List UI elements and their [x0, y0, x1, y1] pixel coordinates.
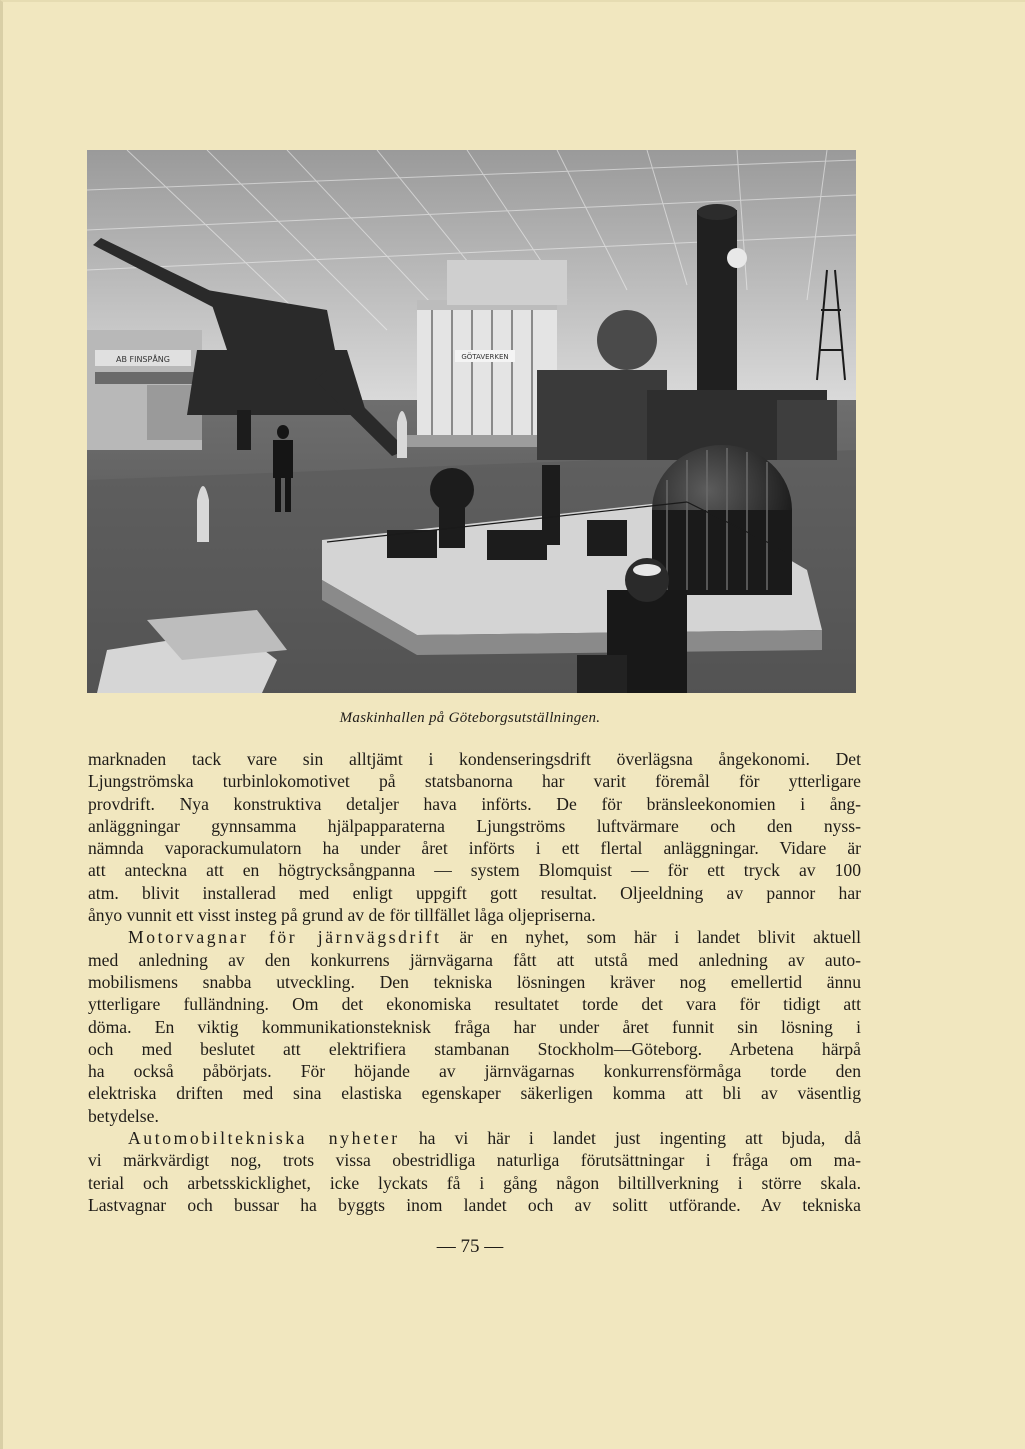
body-line: Lastvagnar och bussar ha byggts inom landet och av solitt utförande. Av tekniska: [88, 1194, 861, 1215]
paragraph-heading-motorvagnar: Motorvagnar för järnvägsdrift: [128, 927, 442, 948]
figure-caption: Maskinhallen på Göteborgsutställningen.: [339, 710, 601, 726]
body-line: betydelse.: [88, 1105, 159, 1126]
paragraph-automobil-first-line: [88, 1127, 861, 1149]
body-line: att anteckna att en högtrycksångpanna — system Blomquist — för ett tryck av 100: [88, 860, 861, 881]
body-text: [88, 748, 861, 1216]
paragraph-heading-automobil: Automobiltekniska nyheter: [128, 1128, 400, 1149]
sign-center: GÖTAVERKEN: [461, 353, 509, 361]
body-line-rest: ha vi här i landet just ingenting att bjuda, då: [399, 1128, 862, 1149]
body-line: ånyo vunnit ett visst insteg på grund av de för tillfället låga oljepriserna.: [88, 905, 596, 926]
body-line: vi märkvärdigt nog, trots vissa obestridliga naturliga förutsättningar i fråga om ma-: [88, 1150, 861, 1171]
body-line: döma. En viktig kommunikationsteknisk fråga har under året funnit sin lösning i: [88, 1016, 861, 1037]
body-line: Ljungströmska turbinlokomotivet på statsbanorna har varit föremål för ytterligare: [88, 771, 861, 792]
body-line: med anledning av den konkurrens järnvägarna fått att utstå med anledning av auto-: [88, 949, 861, 970]
body-line: mobilismens snabba utveckling. Den tekniska lösningen kräver nog emellertid ännu: [88, 971, 861, 992]
body-line: och med beslutet att elektrifiera stambanan Stockholm—Göteborg. Arbetena härpå: [88, 1038, 861, 1059]
body-line: atm. blivit installerad med enligt uppgift gott resultat. Oljeeldning av pannor har: [88, 882, 861, 903]
body-line: provdrift. Nya konstruktiva detaljer hava införts. De för bränsleekonomien i ång-: [88, 793, 861, 814]
body-line: ytterligare fulländning. Om det ekonomiska resultatet torde det vara för tidigt att: [88, 994, 861, 1015]
body-line: elektriska driften med sina elastiska egenskaper säkerligen komma att bli av väsentlig: [88, 1083, 861, 1104]
body-line: marknaden tack vare sin alltjämt i kondenseringsdrift överlägsna ångekonomi. Det: [88, 749, 861, 769]
exhibition-hall-photo: [87, 150, 856, 693]
paragraph-motorvagnar-first-line: [88, 926, 861, 948]
body-line: nämnda vaporackumulatorn ha under året införts i ett flertal anläggningar. Vidare är: [88, 838, 861, 859]
body-line: anläggningar gynnsamma hjälpapparaterna Ljungströms luftvärmare och den nyss-: [88, 815, 861, 836]
body-line: terial och arbetsskicklighet, icke lyckats få i gång någon biltillverkning i större skala.: [88, 1172, 861, 1193]
body-line-rest: är en nyhet, som här i landet blivit aktuell: [441, 927, 861, 948]
page-number: — 75 —: [436, 1236, 504, 1257]
sign-left: AB FINSPÅNG: [115, 355, 171, 364]
body-line: ha också påbörjats. För höjande av järnvägarnas konkurrensförmåga torde den: [88, 1061, 861, 1082]
